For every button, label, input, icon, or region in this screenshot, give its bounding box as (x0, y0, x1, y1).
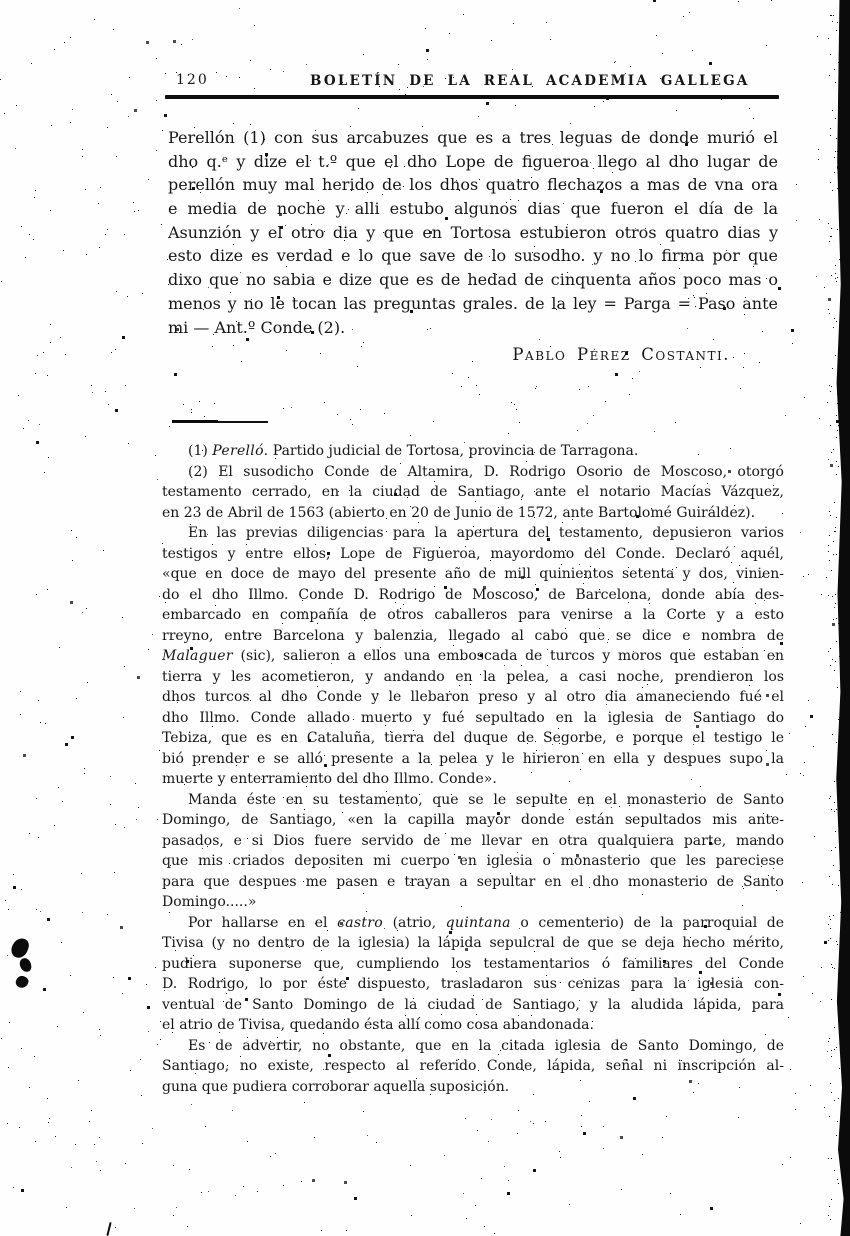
text-line: Es de advertir, no obstante, que en la citada iglesia de Santo Domingo, de (188, 1037, 784, 1054)
text-line: que mis criados depositen mi cuerpo en iglesia o monasterio que les pareciese (162, 853, 784, 869)
text-line: Perellón (1) con sus arcabuzes que es a tres leguas de donde murió el (168, 128, 778, 147)
main-text-block (168, 126, 778, 364)
ink-blot (19, 957, 33, 973)
text-line: pasados, e si Dios fuere servido de me llevar en otra qualquiera parte, mando (162, 832, 784, 849)
text-line: Domingo.....» (162, 894, 257, 910)
text-line: Asunzión y el otro dia y que en Tortosa estubieron otros quatro dias y (168, 222, 778, 242)
text-line: Malaguer (sic), salieron a ellos una emboscada de turcos y moros que estaban en (162, 648, 784, 664)
text-line: guna que pudiera corroborar aquella suposición. (162, 1078, 510, 1095)
text-line: para que despues me pasen e trayan a sepultar en el dho monasterio de Santo (162, 873, 784, 890)
text-line: dhos turcos al dho Conde y le llebaron preso y al otro dia amaneciendo fué el (162, 689, 784, 705)
text-line: En las previas diligencias para la apertura del testamento, depusieron varios (188, 525, 784, 541)
paragraph (162, 913, 784, 1036)
text-line: tierra y les acometieron, y andando en la pelea, a casi noche, prendieron los (162, 668, 784, 685)
ink-blot (9, 936, 30, 960)
main-paragraphs (168, 126, 778, 339)
text-line: e media de noche y alli estubo algunos dias que fueron el día de la (168, 199, 778, 219)
ink-blot (106, 1222, 111, 1236)
text-line: «que en doce de mayo del presente año de mill quinientos setenta y dos, vinien- (162, 566, 784, 582)
text-line: el atrio de Tivisa, quedando ésta allí como cosa abandonada. (162, 1017, 594, 1033)
text-line: Tivisa (y no dentro de la iglesia) la lápida sepulcral de que se deja hecho mérito, (162, 935, 784, 951)
footnote-divider (172, 421, 268, 423)
text-line: Santiago, no existe, respecto al referido Conde, lápida, señal ni inscripción al- (162, 1058, 784, 1074)
paragraph (162, 1036, 784, 1098)
text-line: dho Illmo. Conde allado muerto y fué sepultado en la iglesia de Santiago do (162, 709, 784, 726)
author-signature: Pablo Pérez Costanti. (512, 345, 730, 365)
text-line: (1) Perelló. Partido judicial de Tortosa, provincia de Tarragona. (188, 443, 639, 459)
paragraph (162, 790, 784, 913)
page-number: 120 (176, 72, 209, 88)
ink-blot (14, 974, 30, 990)
text-line: rreyno, entre Barcelona y balenzia, llegado al cabo que se dice e nombra de (162, 627, 784, 644)
text-line: perellón muy mal herido de los dhos quatro flechazos a mas de vna ora (168, 175, 778, 195)
footnotes-block (162, 441, 784, 1097)
journal-title: BOLETÍN DE LA REAL ACADEMIA GALLEGA (310, 73, 750, 89)
text-line: bió prender e se alló presente a la pelea y le hirieron en ella y despues supo la (162, 750, 784, 767)
text-line: Domingo, de Santiago, «en la capilla mayor donde están sepultados mis ante- (162, 812, 784, 828)
text-line: (2) El susodicho Conde de Altamira, D. Rodrigo Osorio de Moscoso, otorgó (188, 463, 784, 480)
text-line: dho q.ᵉ y dize el t.º que el dho Lope de figueroa llego al dho lugar de (168, 151, 778, 171)
text-line: embarcado en compañía de otros caballeros para venirse a la Corte y a esto (162, 607, 784, 623)
text-line: do el dho Illmo. Conde D. Rodrigo de Moscoso, de Barcelona, donde abía des- (162, 586, 784, 603)
text-line: pudiera suponerse que, cumpliendo los testamentarios ó familiares del Conde (162, 955, 784, 972)
scan-noise (0, 0, 1, 1)
text-line: D. Rodrigo, lo por éste dispuesto, trasladaron sus cenizas para la iglesia con- (162, 976, 784, 992)
text-line: testigos y entre ellos, Lope de Figueroa, mayordomo del Conde. Declaró aquél, (162, 545, 784, 562)
text-line: Tebiza, que es en Cataluña, tierra del duque de Segorbe, e porque el testigo le (162, 730, 784, 746)
text-line: dixo que no sabia e dize que es de hedad de cinquenta años poco mas o (168, 270, 778, 290)
paragraph (168, 126, 778, 339)
text-line: testamento cerrado, en la ciudad de Santiago, ante el notario Macías Vázquez, (162, 484, 784, 500)
scan-gutter-band (834, 0, 850, 1236)
paragraph (162, 441, 784, 462)
text-line: menos y no le tocan las preguntas grales. de la ley = Parga = Paso ante (168, 293, 778, 313)
header-rule (165, 95, 779, 99)
paragraph (162, 462, 784, 524)
text-line: Manda éste en su testamento, que se le sepulte en el monasterio de Santo (188, 791, 784, 808)
text-line: esto dize es verdad e lo que save de lo susodho. y no lo firma por que (168, 246, 778, 266)
paragraph (162, 523, 784, 790)
text-line: mi — Ant.º Conde (2). (168, 317, 346, 337)
text-line: muerte y enterramiento del dho Illmo. Conde». (162, 771, 497, 787)
text-line: Por hallarse en el castro (atrio, quintana o cementerio) de la parroquial de (188, 914, 784, 931)
text-line: ventual de Santo Domingo de la ciudad de Santiago, y la aludida lápida, para (162, 996, 784, 1013)
text-line: en 23 de Abril de 1563 (abierto en 20 de Junio de 1572, ante Bartolomé Guiráldez). (162, 504, 756, 521)
